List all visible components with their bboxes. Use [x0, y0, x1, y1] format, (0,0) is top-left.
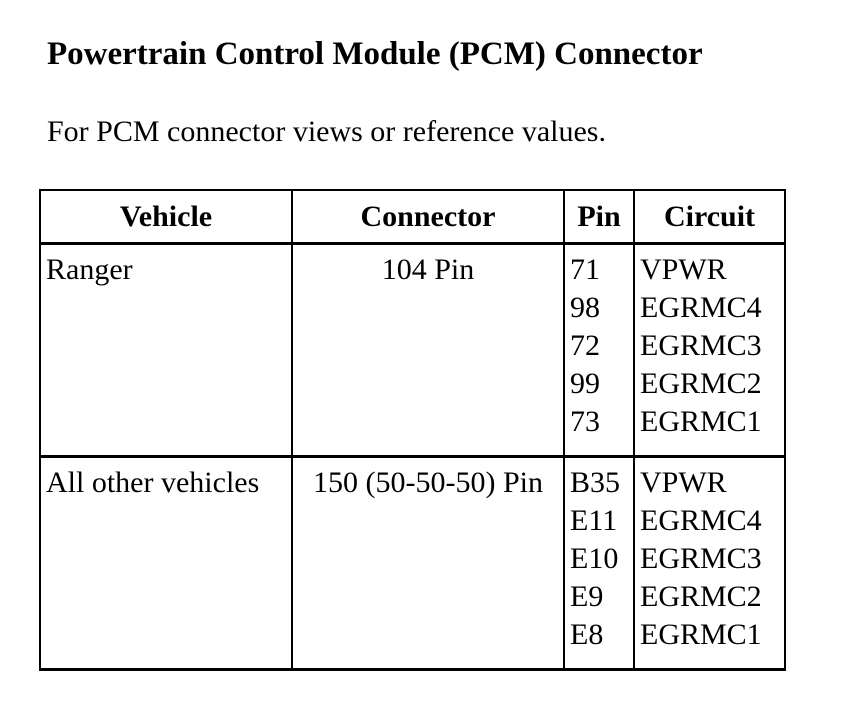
pin-value: E10 [570, 542, 619, 575]
intro-text: For PCM connector views or reference values. [47, 115, 606, 148]
page-title: Powertrain Control Module (PCM) Connector [47, 36, 703, 72]
pin-cell [564, 244, 634, 457]
pcm-connector-table [39, 189, 786, 671]
pin-value: E9 [570, 580, 604, 613]
circuit-value: EGRMC2 [640, 367, 762, 400]
vehicle-cell: Ranger [40, 244, 292, 457]
pin-value: E11 [570, 504, 618, 537]
circuit-value: EGRMC2 [640, 580, 762, 613]
vehicle-cell: All other vehicles [40, 457, 292, 670]
pin-value: 99 [570, 367, 600, 400]
table-header-row [40, 190, 785, 244]
header-connector: Connector [292, 190, 564, 244]
circuit-value: VPWR [640, 466, 727, 499]
circuit-value: EGRMC1 [640, 618, 762, 651]
circuit-cell [634, 244, 785, 457]
circuit-value: VPWR [640, 253, 727, 286]
pin-value: 71 [570, 253, 600, 286]
header-vehicle: Vehicle [40, 190, 292, 244]
circuit-value: EGRMC1 [640, 405, 762, 438]
connector-cell: 150 (50-50-50) Pin [292, 457, 564, 670]
circuit-value: EGRMC3 [640, 542, 762, 575]
circuit-value: EGRMC4 [640, 291, 762, 324]
pin-value: 72 [570, 329, 600, 362]
table-row [40, 457, 785, 670]
pin-cell [564, 457, 634, 670]
table-row [40, 244, 785, 457]
header-circuit: Circuit [634, 190, 785, 244]
connector-cell: 104 Pin [292, 244, 564, 457]
header-pin: Pin [564, 190, 634, 244]
circuit-value: EGRMC3 [640, 329, 762, 362]
circuit-value: EGRMC4 [640, 504, 762, 537]
pin-value: B35 [570, 466, 621, 499]
circuit-cell [634, 457, 785, 670]
pin-value: E8 [570, 618, 604, 651]
pin-value: 73 [570, 405, 600, 438]
pin-value: 98 [570, 291, 600, 324]
